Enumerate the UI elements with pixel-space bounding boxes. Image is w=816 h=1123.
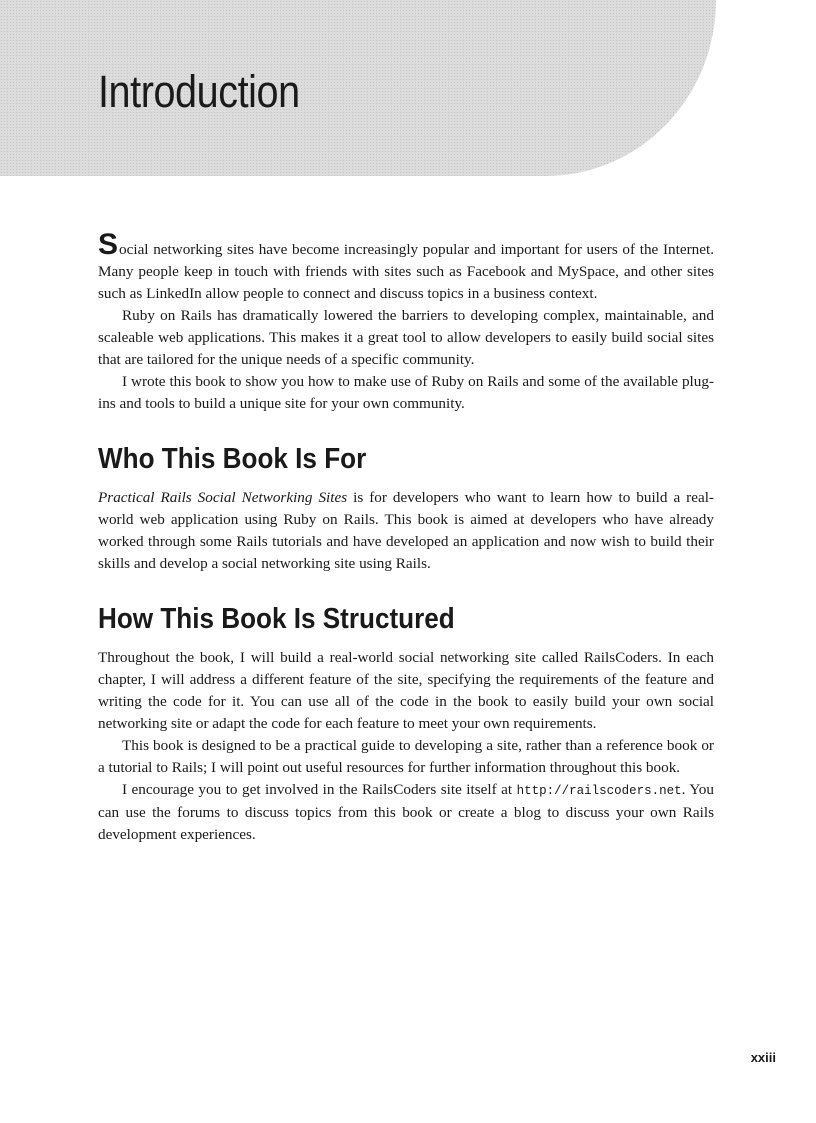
page-body (98, 228, 714, 846)
who-paragraph (98, 487, 714, 575)
dropcap-letter: S (98, 228, 119, 261)
structure-paragraph-3 (98, 779, 714, 846)
chapter-title: Introduction (98, 66, 300, 117)
structure-paragraph-1: Throughout the book, I will build a real-world social networking site called RailsCoders. In each chapter, I will address a different feature of the site, specifying the requirements of the feature and writing the code for it. You can use all of the code in the book to easily build your own social networking site or adapt the code for each feature to meet your own requirements. (98, 649, 714, 732)
who-paragraph-text: is for developers who want to learn how to build a real-world web application using Ruby on Rails. This book is aimed at developers who have already worked through some Rails tutorials and have developed an application and now wish to build their skills and develop a social networking site using Rails. (98, 489, 714, 572)
intro-paragraph-1-text: ocial networking sites have become increasingly popular and important for users of the Internet. Many people keep in touch with friends with sites such as Facebook and MySpace, and other sites such as LinkedIn allow people to connect and discuss topics in a business context. (98, 241, 714, 302)
intro-paragraph-1 (98, 228, 714, 305)
structure-paragraph-3-end: . You can use the forums to discuss topics from this book or create a blog to discuss your own Rails development experiences. (98, 781, 714, 843)
intro-paragraph-3: I wrote this book to show you how to make use of Ruby on Rails and some of the available plug-ins and tools to build a unique site for your own community. (98, 373, 714, 412)
intro-paragraph-2: Ruby on Rails has dramatically lowered the barriers to developing complex, maintainable, and scaleable web applications. This makes it a great tool to allow developers to easily build social sites that are tailored for the unique needs of a specific community. (98, 307, 714, 368)
railscoders-url: http://railscoders.net (516, 784, 682, 798)
section-heading-who: Who This Book Is For (98, 443, 367, 475)
section-heading-structure: How This Book Is Structured (98, 603, 455, 635)
structure-paragraph-3-start: I encourage you to get involved in the RailsCoders site itself at (122, 781, 517, 798)
book-title: Practical Rails Social Networking Sites (98, 489, 348, 506)
structure-paragraph-2: This book is designed to be a practical guide to developing a site, rather than a reference book or a tutorial to Rails; I will point out useful resources for further information throughout this book. (98, 737, 714, 776)
page-number: xxiii (750, 1050, 776, 1065)
